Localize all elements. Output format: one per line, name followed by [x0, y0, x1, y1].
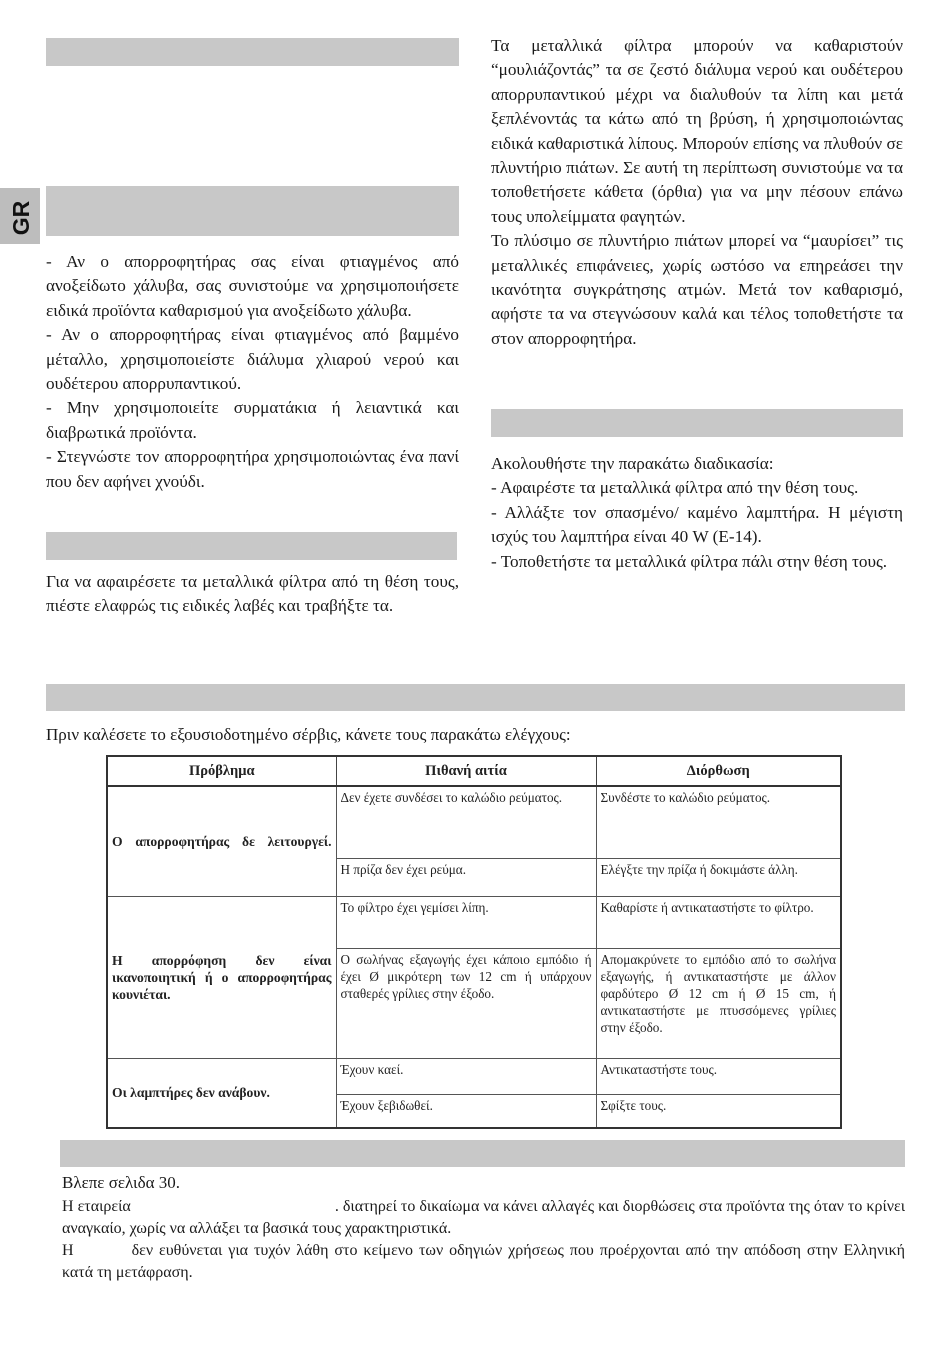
lamp-paragraph: - Αφαιρέστε τα μεταλλικά φίλτρα από την θέση τους.: [491, 478, 859, 498]
section-header-bar-guarantee: [60, 1140, 905, 1167]
language-tab-label: GR: [7, 200, 34, 236]
section-header-bar-lamp: [491, 409, 903, 437]
table-row: [107, 896, 841, 948]
fix-cell: Ελέγξτε την πρίζα ή δοκιμάστε άλλη.: [596, 858, 841, 896]
disclaimer-text: δεν ευθύνεται για τυχόν λάθη στο κείμενο των οδηγιών χρήσεως που προέρχονται από την απόδοση στην Ελληνική κατά τη μετάφραση.: [62, 1242, 905, 1281]
filter-removal-paragraph: Για να αφαιρέσετε τα μεταλλικά φίλτρα από τη θέση τους, πιέστε ελαφρώς τις ειδικές λαβές και τραβήξτε τα.: [46, 572, 459, 616]
filter-cleaning-paragraph: Το πλύσιμο σε πλυντήριο πιάτων μπορεί να “μαυρίσει” τις μεταλλικές επιφάνειες, χωρίς ωστόσο να επηρεάσει την ικανότητα συγκράτησης ατμών. Μετά τον καθαρισμό, αφήστε τα να στεγνώσουν καλά και τέλος τοποθετήστε τα στον απορροφητήρα.: [491, 231, 903, 348]
lamp-paragraph: - Αλλάξτε τον σπασμένο/ καμένο λαμπτήρα. Η μέγιστη ισχύς του λαμπτήρα είναι 40 W (E-14).: [491, 502, 903, 547]
problem-cell: Η απορρόφηση δεν είναι ικανοποιητική ή ο απορροφητήρας κουνιέται.: [107, 896, 336, 1058]
filter-removal-text: [46, 570, 459, 619]
company-notice: [62, 1196, 905, 1240]
cause-cell: Έχουν ξεβιδωθεί.: [336, 1094, 596, 1128]
cleaning-paragraph: - Αν ο απορροφητήρας σας είναι φτιαγμένος από ανοξείδωτο χάλυβα, σας συνιστούμε να χρησιμοποιήσετε ειδικά προϊόντα καθαρισμού για ανοξείδωτο χάλυβα.: [46, 252, 459, 320]
table-row: [107, 786, 841, 858]
fix-cell: Αντικαταστήστε τους.: [596, 1058, 841, 1094]
problem-cell: Οι λαμπτήρες δεν ανάβουν.: [107, 1058, 336, 1128]
translation-disclaimer: [62, 1240, 905, 1284]
section-header-bar-filters: [46, 532, 457, 560]
company-prefix: Η εταιρεία: [62, 1198, 131, 1215]
fix-cell: Καθαρίστε ή αντικαταστήστε το φίλτρο.: [596, 896, 841, 948]
troubleshooting-table: [106, 755, 842, 1129]
section-header-bar-1: [46, 38, 459, 66]
table-header-row: [107, 756, 841, 786]
troubleshooting-intro: Πριν καλέσετε το εξουσιοδοτημένο σέρβις, κάνετε τους παρακάτω ελέγχους:: [46, 725, 571, 744]
company-notice-text: . διατηρεί το δικαίωμα να κάνει αλλαγές και διορθώσεις στα προϊόντα της όταν το κρίνει αναγκαίο, χωρίς να αλλάξει τα βασικά τους χαρακτηριστικά.: [62, 1198, 906, 1237]
section-header-bar-troubleshooting: [46, 684, 905, 711]
cleaning-paragraph: - Στεγνώστε τον απορροφητήρα χρησιμοποιώντας ένα πανί που δεν αφήνει χνούδι.: [46, 447, 459, 491]
table-row: [107, 1058, 841, 1094]
cause-cell: Δεν έχετε συνδέσει το καλώδιο ρεύματος.: [336, 786, 596, 858]
cleaning-paragraph: - Μην χρησιμοποιείτε συρματάκια ή λειαντικά και διαβρωτικά προϊόντα.: [46, 398, 459, 442]
column-header-fix: Διόρθωση: [596, 756, 841, 786]
lamp-replacement-text: [491, 452, 903, 574]
fix-cell: Απομακρύνετε το εμπόδιο από το σωλήνα εξαγωγής, ή αντικαταστήστε με άλλον φαρδύτερο Ø 12 cm ή Ø 15 cm, ή αντικαταστήστε με πτυσσόμενες γρίλιες στην έξοδο.: [596, 948, 841, 1058]
lamp-paragraph: - Τοποθετήστε τα μεταλλικά φίλτρα πάλι στην θέση τους.: [491, 551, 888, 571]
cleaning-instructions: [46, 250, 459, 494]
cause-cell: Το φίλτρο έχει γεμίσει λίπη.: [336, 896, 596, 948]
section-header-bar-cleaning: [46, 186, 459, 236]
lamp-paragraph: Ακολουθήστε την παρακάτω διαδικασία:: [491, 454, 774, 473]
footer-notes: [62, 1196, 905, 1284]
fix-cell: Συνδέστε το καλώδιο ρεύματος.: [596, 786, 841, 858]
cleaning-paragraph: - Αν ο απορροφητήρας είναι φτιαγμένος από βαμμένο μέταλλο, χρησιμοποιείστε διάλυμα χλιαρού νερού και ουδέτερου απορρυπαντικού.: [46, 325, 459, 394]
filter-cleaning-text: [491, 34, 903, 351]
filter-cleaning-paragraph: Τα μεταλλικά φίλτρα μπορούν να καθαριστούν “μουλιάζοντάς” τα σε ζεστό διάλυμα νερού και ουδέτερου απορρυπαντικού μέχρι να διαλυθούν τα λίπη και μετά ξεπλένοντάς τα κάτω από τη βρύση, ή χρησιμοποιώντας ειδικά καθαριστικά λίπους. Μπορούν επίσης να πλυθούν σε πλυντήριο πιάτων. Σε αυτή τη περίπτωση συνιστούμε να τα τοποθετήσετε κάθετα (όρθια) για να μην πέσουν επάνω τους υπολείμματα φαγητών.: [491, 36, 903, 226]
cause-cell: Η πρίζα δεν έχει ρεύμα.: [336, 858, 596, 896]
column-header-problem: Πρόβλημα: [107, 756, 336, 786]
problem-cell: Ο απορροφητήρας δε λειτουργεί.: [107, 786, 336, 896]
fix-cell: Σφίξτε τους.: [596, 1094, 841, 1128]
cause-cell: Ο σωλήνας εξαγωγής έχει κάποιο εμπόδιο ή έχει Ø μικρότερη των 12 cm ή υπάρχουν σταθερές γρίλιες στην έξοδο.: [336, 948, 596, 1058]
see-page-reference: Βλεπε σελιδα 30.: [62, 1173, 181, 1192]
column-header-cause: Πιθανή αιτία: [336, 756, 596, 786]
cause-cell: Έχουν καεί.: [336, 1058, 596, 1094]
disclaimer-prefix: Η: [62, 1242, 74, 1259]
